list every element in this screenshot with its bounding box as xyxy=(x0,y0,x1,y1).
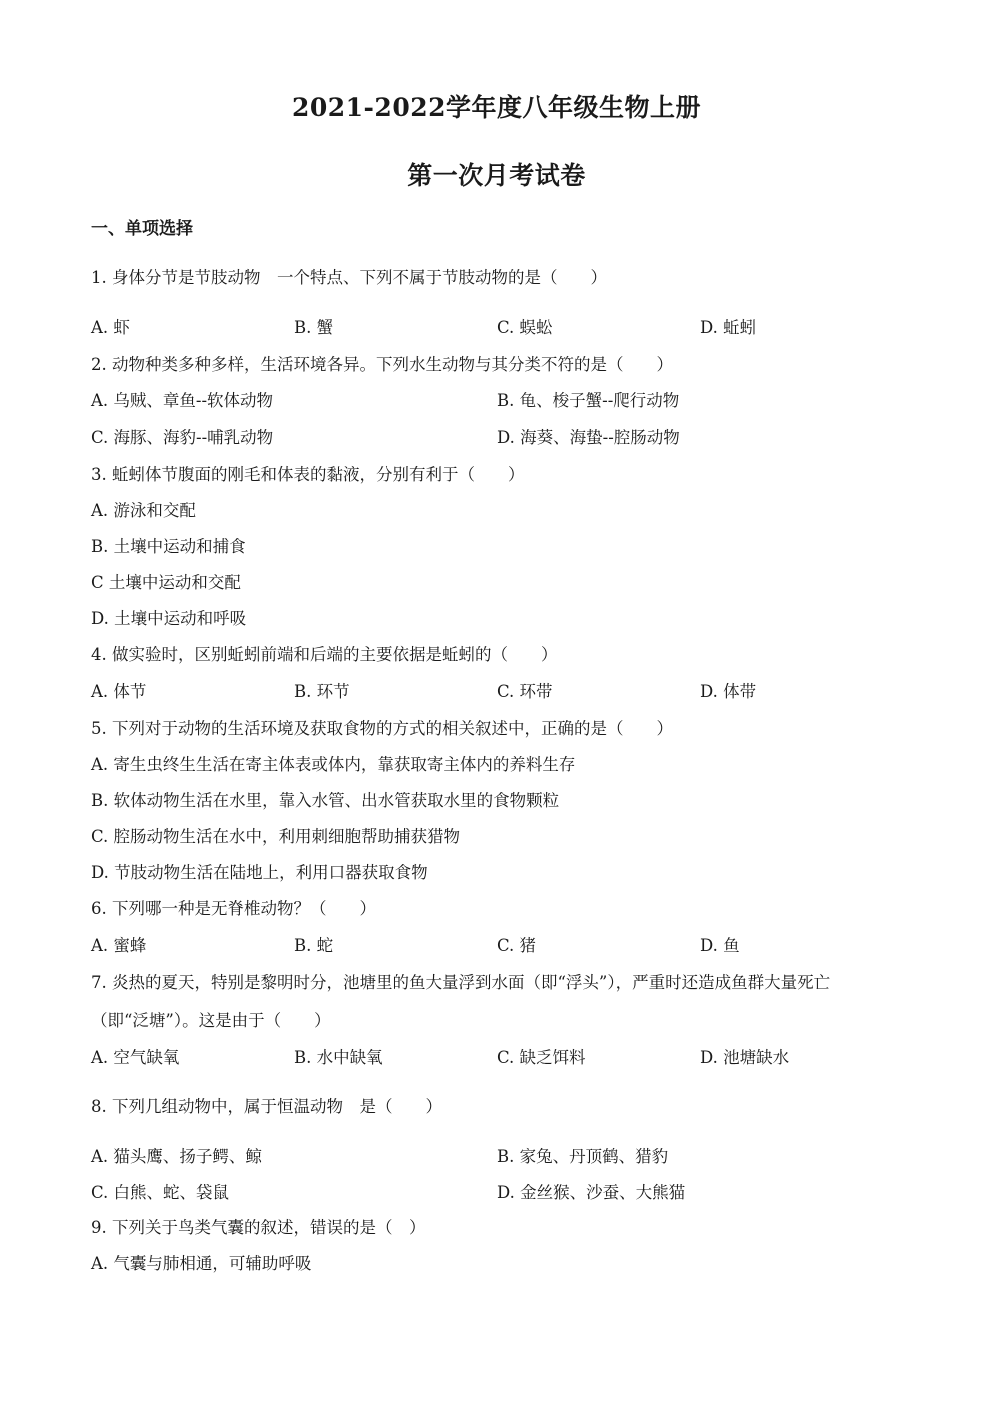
section-heading: 一、单项选择 xyxy=(91,219,193,239)
question-8-option-c: C. 白熊、蛇、袋鼠 xyxy=(91,1183,230,1202)
exam-title-line2: 第一次月考试卷 xyxy=(407,161,586,190)
question-7-stem-line2: （即“泛塘”）。这是由于（ ） xyxy=(91,1011,331,1030)
question-5-option-b: B. 软体动物生活在水里，靠入水管、出水管获取水里的食物颗粒 xyxy=(91,791,560,810)
question-7-option-b: B. 水中缺氧 xyxy=(294,1048,383,1067)
question-2-option-d: D. 海葵、海蛰--腔肠动物 xyxy=(497,428,680,447)
question-5-stem: 5. 下列对于动物的生活环境及获取食物的方式的相关叙述中，正确的是（ ） xyxy=(91,719,673,738)
question-9-stem: 9. 下列关于鸟类气囊的叙述，错误的是（ ） xyxy=(91,1218,426,1237)
question-7-option-a: A. 空气缺氧 xyxy=(91,1048,180,1067)
question-5-option-a: A. 寄生虫终生生活在寄主体表或体内，靠获取寄主体内的养料生存 xyxy=(91,755,576,774)
question-8-option-b: B. 家兔、丹顶鹤、猎豹 xyxy=(497,1147,669,1166)
question-1-stem: 1. 身体分节是节肢动物 一个特点、下列不属于节肢动物的是（ ） xyxy=(91,268,607,287)
question-1-option-d: D. 蚯蚓 xyxy=(700,318,757,337)
question-8-stem: 8. 下列几组动物中，属于恒温动物 是（ ） xyxy=(91,1097,442,1116)
question-9-option-a: A. 气囊与肺相通，可辅助呼吸 xyxy=(91,1254,312,1273)
question-1-option-a: A. 虾 xyxy=(91,318,130,337)
question-7-option-c: C. 缺乏饵料 xyxy=(497,1048,586,1067)
question-4-option-d: D. 体带 xyxy=(700,682,757,701)
question-7-option-d: D. 池塘缺水 xyxy=(700,1048,790,1067)
question-3-option-c: C 土壤中运动和交配 xyxy=(91,573,241,592)
question-6-stem: 6. 下列哪一种是无脊椎动物？（ ） xyxy=(91,899,376,918)
question-5-option-d: D. 节肢动物生活在陆地上，利用口器获取食物 xyxy=(91,863,428,882)
question-1-option-c: C. 蜈蚣 xyxy=(497,318,553,337)
question-6-option-b: B. 蛇 xyxy=(294,936,334,955)
question-3-option-a: A. 游泳和交配 xyxy=(91,501,196,520)
question-4-option-a: A. 体节 xyxy=(91,682,147,701)
question-2-stem: 2. 动物种类多种多样，生活环境各异。下列水生动物与其分类不符的是（ ） xyxy=(91,355,673,374)
question-6-option-a: A. 蜜蜂 xyxy=(91,936,147,955)
question-4-option-c: C. 环带 xyxy=(497,682,553,701)
question-3-option-b: B. 土壤中运动和捕食 xyxy=(91,537,246,556)
question-4-option-b: B. 环节 xyxy=(294,682,350,701)
question-2-option-a: A. 乌贼、章鱼--软体动物 xyxy=(91,391,274,410)
question-4-stem: 4. 做实验时，区别蚯蚓前端和后端的主要依据是蚯蚓的（ ） xyxy=(91,645,558,664)
question-7-stem-line1: 7. 炎热的夏天，特别是黎明时分，池塘里的鱼大量浮到水面（即“浮头”），严重时还造成鱼群大量死亡 xyxy=(91,973,831,992)
question-5-option-c: C. 腔肠动物生活在水中，利用刺细胞帮助捕获猎物 xyxy=(91,827,461,846)
question-2-option-b: B. 龟、梭子蟹--爬行动物 xyxy=(497,391,680,410)
question-6-option-c: C. 猪 xyxy=(497,936,537,955)
question-8-option-a: A. 猫头鹰、扬子鳄、鲸 xyxy=(91,1147,262,1166)
question-6-option-d: D. 鱼 xyxy=(700,936,740,955)
question-8-option-d: D. 金丝猴、沙蚕、大熊猫 xyxy=(497,1183,686,1202)
exam-title-line1: 2021-2022学年度八年级生物上册 xyxy=(291,93,702,122)
question-3-option-d: D. 土壤中运动和呼吸 xyxy=(91,609,247,628)
question-1-option-b: B. 蟹 xyxy=(294,318,334,337)
question-3-stem: 3. 蚯蚓体节腹面的刚毛和体表的黏液，分别有利于（ ） xyxy=(91,465,525,484)
question-2-option-c: C. 海豚、海豹--哺乳动物 xyxy=(91,428,274,447)
